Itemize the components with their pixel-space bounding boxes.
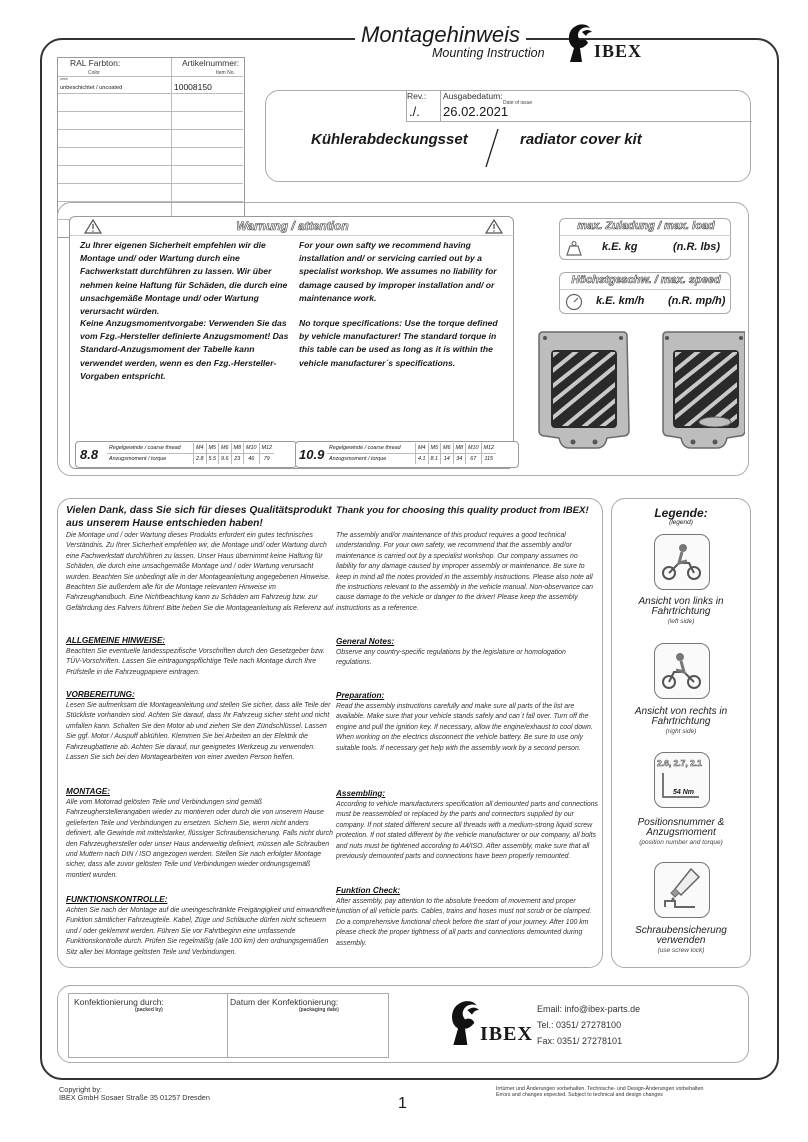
torque-value: 14 bbox=[441, 454, 454, 465]
document-title: Montagehinweis bbox=[355, 22, 526, 48]
thread-m12: M12 bbox=[261, 445, 272, 451]
torque-value: 34 bbox=[453, 454, 466, 465]
section-heading-general-de: ALLGEMEINE HINWEISE: bbox=[66, 636, 166, 645]
section-body-check-en: After assembly, pay attention to the absolute freedom of movement and proper function of all vehicle parts. Cables, trains and hoses must not scrub or be clamped. Do a comprehensive functional check before the start of your journey. After 100 km please check the proper tightness of all parts and connections demounted during assembly. bbox=[336, 898, 592, 947]
thread-m8: M8 bbox=[231, 443, 244, 454]
thanks-body-de: Die Montage und / oder Wartung dieses Produkts erfordert ein gutes technisches Verständnis. Zu Ihrer Sicherheit empfehlen wir, die Montage und/ oder Wartung durch eine Fachwerkstatt durchführen zu lassen. Unser Haus übernimmt keine Haftung für Schäden, die durch eine unsachgemäße Montage und / oder Wartung verursacht wurden. Beachten Sie unbedingt alle in der Montageanleitung angegebenen Hinweise. Beachten Sie außerdem alle für die Montage relevanten Hinweise im Fahrzeughandbuch. Eine Nichtbeachtung kann zu Schäden am Fahrzeug bzw. zur Gefährdung des Fahrers führen! Bitte heben Sie die Montageanleitung als Referenz auf. bbox=[66, 532, 335, 612]
page-number: 1 bbox=[398, 1095, 407, 1112]
article-value: 10008150 bbox=[174, 82, 212, 92]
contact-phone: Tel.: 0351/ 27278100 bbox=[537, 1020, 622, 1030]
warning-box bbox=[69, 216, 514, 469]
legend-sub-position: (position number and torque) bbox=[639, 839, 723, 846]
item-label: Item No. bbox=[216, 70, 235, 76]
torque-row1-label: Regelgewinde / coarse thread bbox=[107, 443, 194, 454]
rev-label: Rev.: bbox=[407, 91, 427, 101]
torque-value: 23 bbox=[231, 454, 244, 465]
legend-title: Legende: bbox=[654, 506, 708, 520]
torque-value: 5.5 bbox=[206, 454, 219, 465]
thanks-heading-en: Thank you for choosing this quality product from IBEX! bbox=[336, 505, 589, 516]
position-torque: 54 Nm bbox=[673, 789, 695, 796]
torque-value: 67 bbox=[466, 454, 482, 465]
torque-value: 79 bbox=[263, 456, 270, 462]
position-numbers: 2.6, 2.7, 2.1 bbox=[657, 758, 702, 768]
thread-m4: M4 bbox=[416, 443, 429, 454]
section-body-preparation-de: Lesen Sie aufmerksam die Montageanleitung und stellen Sie sicher, dass alle Teile der Stückliste vorhanden sind. Achten Sie darauf, dass Ihr Fahrzeug sicher steht und nicht umfallen kann. Schalten Sie den Motor ab und ziehen Sie den Zündschlüssel. Lassen Sie ggf. Motor / Auspuff abkühlen. Klemmen Sie bei Arbeiten an der Elektrik die Fahrzeugbatterie ab. Achten Sie darauf, nur geeignetes Werkzeug zu verwenden. Lassen Sie sich bei den Montagearbeiten von einer zweiten Person helfen. bbox=[66, 702, 331, 762]
product-name-en: radiator cover kit bbox=[520, 131, 642, 148]
torque-value: 4.1 bbox=[416, 454, 429, 465]
footer-brand-name: IBEX bbox=[480, 1023, 533, 1045]
torque-row1-label: Regelgewinde / coarse thread bbox=[327, 443, 416, 454]
warning-en-p1: For your own safty we recommend having installation and/ or servicing carried out by a specialist workshop. We assumes no liability for damage caused by improper installation and/ or maintenance work. bbox=[299, 240, 497, 303]
torque-value: 9.6 bbox=[219, 454, 232, 465]
weight-icon bbox=[566, 240, 582, 256]
document-subtitle: Mounting Instruction bbox=[432, 46, 545, 60]
torque-table-88 bbox=[75, 441, 297, 468]
section-heading-preparation-en: Preparation: bbox=[336, 691, 385, 700]
max-speed-value-en: (n.R. mp/h) bbox=[668, 295, 726, 307]
section-heading-assembly-en: Assembling: bbox=[336, 789, 386, 798]
packed-by-sub: (packed by) bbox=[135, 1007, 163, 1013]
motorcycle-left-icon bbox=[655, 535, 708, 588]
max-speed-value: k.E. km/h bbox=[596, 295, 645, 307]
date-sub: Date of issue bbox=[503, 100, 533, 106]
ibex-icon bbox=[562, 22, 598, 66]
warning-de-p2: Keine Anzugsmomentvorgabe: Verwenden Sie das vom Fzg.-Hersteller definierte Anzugsmoment! Das Standard-Anzugsmoment der Tabelle kann verwendet werden, wenn es den Fzg.-Hersteller-Vorgaben entspricht. bbox=[80, 318, 289, 381]
section-heading-assembly-de: MONTAGE: bbox=[66, 787, 110, 796]
color-value: unbeschichtet / uncoated bbox=[60, 85, 123, 91]
torque-table-109 bbox=[295, 441, 519, 468]
legend-icon-screwlock bbox=[654, 862, 710, 918]
legend-label-left: Ansicht von links in Fahrtrichtung bbox=[638, 596, 724, 617]
brand-logo bbox=[562, 22, 642, 66]
warning-title: Warnung / attention bbox=[236, 219, 349, 233]
legend-sub-left: (left side) bbox=[667, 618, 695, 625]
section-body-check-de: Achten Sie nach der Montage auf die uneingeschränkte Freigängigkeit und einwandfreie Funktion sämtlicher Fahrzeugteile. Kabel, Züge und Schläuche dürfen nicht scheuern und / oder geklemmt werden. Führen Sie vor Fahrtbeginn eine umfassende Funktionskontrolle durch. Prüfen Sie regelmäßig (alle 100 km) den ordnungsgemäßen Sitz aller bei Montage gelösten Teile und Verbindungen. bbox=[66, 907, 336, 956]
thanks-heading-de: Vielen Dank, dass Sie sich für dieses Qualitätsprodukt aus unserem Hause entschieden haben! bbox=[66, 505, 332, 529]
warning-de-p1: Zu Ihrer eigenen Sicherheit empfehlen wir die Montage und/ oder Wartung durch eine Fachwerkstatt durchführen zu lassen. Wir über nehmen keine Haftung für Schäden, die durch eine unsachgemäße Montage und/ oder Wartung verursacht würden. bbox=[80, 240, 288, 317]
legend-sub-screwlock: (use screw lock) bbox=[657, 947, 705, 954]
max-load-box bbox=[559, 218, 731, 260]
thread-m8: M8 bbox=[453, 443, 466, 454]
radiator-cover-right bbox=[657, 330, 745, 448]
copyright-label: Copyright by: bbox=[59, 1085, 102, 1094]
legend-icon-position bbox=[654, 752, 710, 808]
max-speed-box bbox=[559, 272, 731, 314]
legend-icon-left-side bbox=[654, 534, 710, 590]
section-heading-general-en: General Notes: bbox=[336, 637, 395, 646]
max-load-value: k.E. kg bbox=[602, 241, 638, 253]
thread-m5: M5 bbox=[206, 443, 219, 454]
disclaimer-de: Irrtümer und Änderungen vorbehalten. Technische- und Design-Änderungen vorbehalten bbox=[496, 1086, 704, 1092]
screw-lock-icon bbox=[655, 863, 708, 916]
rev-value: ./. bbox=[409, 104, 420, 119]
company-address: IBEX GmbH Sosaer Straße 35 01257 Dresden bbox=[59, 1093, 210, 1102]
section-heading-preparation-de: VORBEREITUNG: bbox=[66, 690, 135, 699]
packing-box bbox=[68, 993, 389, 1058]
torque-wrench-icon bbox=[661, 771, 701, 801]
thread-m6: M6 bbox=[219, 443, 232, 454]
section-body-general-de: Beachten Sie eventuelle landesspezifische Vorschriften durch den Gesetzgeber bzw. TÜV-Vorschriften. Lassen Sie eintragungspflichtige Teile nach Montage durch Ihre Prüfstelle in die Fahrzeugpapiere eintragen. bbox=[66, 648, 325, 676]
torque-value: 2.8 bbox=[194, 454, 207, 465]
torque-grade-109: 10.9 bbox=[299, 447, 325, 462]
legend-label-screwlock: Schraubensicherung verwenden bbox=[635, 925, 727, 946]
section-body-preparation-en: Read the assembly instructions carefully and make sure all parts of the list are available. Make sure that your vehicle stands safely and can´t fall over. Turn off the engine and pull the ignition key. If necessary, allow the engine/exhaust to cool down. When working on the electrics disconnect the vehicle battery. Be sure to use only suitable tools. If necessary get help with the assembly work by a second person. bbox=[336, 703, 593, 752]
color-label: Color bbox=[88, 70, 100, 76]
section-body-assembly-en: According to vehicle manufacturers specification all demounted parts and connections must be reassembled or replaced by the parts and connectors supplied by our company. If not stated different secure all threads with a medium-strong liquid screw protection. If not stated different by the vehicle manufacturer or our company, all bolts and nuts must be tightened according to A4/ISO. After assembly, make sure that all previously demounted parts and connections have been properly remounted. bbox=[336, 801, 598, 861]
legend-caption-position bbox=[611, 818, 751, 848]
thread-m10: M10 bbox=[244, 443, 260, 454]
date-label: Ausgabedatum: bbox=[443, 91, 503, 101]
torque-row2-label: Anzugsmoment / torque bbox=[107, 454, 194, 465]
packed-by-label: Konfektionierung durch: bbox=[74, 997, 164, 1007]
product-image bbox=[535, 330, 745, 455]
thread-m4: M4 bbox=[194, 443, 207, 454]
thread-m5: M5 bbox=[428, 443, 441, 454]
disclaimer-en: Errors and changes expected. Subject to technical and design changes bbox=[496, 1092, 663, 1098]
date-value: 26.02.2021 bbox=[443, 104, 509, 119]
warning-en-p2: No torque specifications: Use the torque defined by vehicle manufacturer! The standard torque in this table can be used as long as it is within the vehicle manufacturer´s specifications. bbox=[299, 318, 498, 368]
torque-grade-88: 8.8 bbox=[80, 447, 99, 462]
speedometer-icon bbox=[565, 293, 583, 311]
thread-m12: M12 bbox=[483, 445, 494, 451]
legend-caption-screwlock bbox=[611, 926, 751, 956]
section-body-assembly-de: Alle vom Motorrad gelösten Teile und Verbindungen sind gemäß Fahrzeugherstellerangaben wieder zu montieren oder durch die von unserem Hause gelieferten Teile und Verbindungen zu ersetzen. Sichern Sie, wenn nicht anders definiert, alle Gewinde mit mittelstarker, flüssiger Schraubensicherung. Falls nicht durch den Fahrzeughersteller oder unser Haus anderweitig definiert, müssen alle Schrauben und Muttern nach DIN / ISO angezogen werden. Stellen Sie nach erfolgter Montage sicher, dass alle zuvor gelösten Teile und Verbindungen wieder ordnungsgemäß montiert wurden. bbox=[66, 799, 333, 879]
slash-divider bbox=[482, 127, 502, 169]
section-body-general-en: Observe any country-specific regulations by the legislature or homologation regulations. bbox=[336, 649, 566, 667]
contact-fax: Fax: 0351/ 27278101 bbox=[537, 1036, 623, 1046]
max-load-value-en: (n.R. lbs) bbox=[673, 241, 721, 253]
legend-caption-left bbox=[611, 597, 751, 627]
legend-label-position: Positionsnummer & Anzugsmoment bbox=[637, 817, 725, 838]
torque-grid-88 bbox=[107, 443, 274, 464]
article-label: Artikelnummer: bbox=[182, 58, 240, 68]
legend-sub-right: (right side) bbox=[665, 728, 697, 735]
max-speed-title: Höchstgeschw. / max. speed bbox=[571, 274, 721, 286]
thanks-body-en: The assembly and/or maintenance of this product requires a good technical understanding. For your own safety, we recommend that the assembly and/or maintenance is carried out by a specialist workshop. Our company assumes no liability for any damage caused by improper assembly or maintenance. Be sure to keep in mind all the notes provided in the assembly instructions. Please also note all the instructions relevant to the assembly in the vehicle manual. Non-observance can cause damage to the vehicle or danger to the driver! Please keep the assembly instructions as a reference. bbox=[336, 532, 594, 612]
brand-name: IBEX bbox=[594, 41, 643, 61]
contact-email[interactable]: Email: info@ibex-parts.de bbox=[537, 1004, 641, 1014]
thread-m6: M6 bbox=[441, 443, 454, 454]
product-panel bbox=[265, 90, 751, 182]
torque-grid-109 bbox=[327, 443, 496, 464]
ral-label: RAL Farbton: bbox=[70, 58, 121, 68]
torque-value: 46 bbox=[244, 454, 260, 465]
section-heading-check-en: Funktion Check: bbox=[336, 886, 401, 895]
thread-m10: M10 bbox=[466, 443, 482, 454]
max-load-title: max. Zuladung / max. load bbox=[577, 220, 715, 232]
legend-caption-right bbox=[611, 707, 751, 737]
motorcycle-right-icon bbox=[655, 644, 708, 697]
packing-date-sub: (packaging date) bbox=[299, 1007, 339, 1013]
legend-icon-right-side bbox=[654, 643, 710, 699]
footer-logo bbox=[444, 998, 533, 1050]
radiator-cover-left bbox=[535, 330, 635, 448]
product-name-de: Kühlerabdeckungsset bbox=[311, 131, 468, 148]
torque-row2-label: Anzugsmoment / torque bbox=[327, 454, 416, 465]
packing-date-label: Datum der Konfektionierung: bbox=[230, 997, 339, 1007]
section-heading-check-de: FUNKTIONSKONTROLLE: bbox=[66, 895, 168, 904]
torque-value: 8.1 bbox=[428, 454, 441, 465]
legend-label-right: Ansicht von rechts in Fahrtrichtung bbox=[634, 706, 728, 727]
color-marker: **** bbox=[60, 78, 68, 84]
torque-value: 115 bbox=[484, 456, 494, 462]
legend-subtitle: (legend) bbox=[669, 519, 693, 526]
